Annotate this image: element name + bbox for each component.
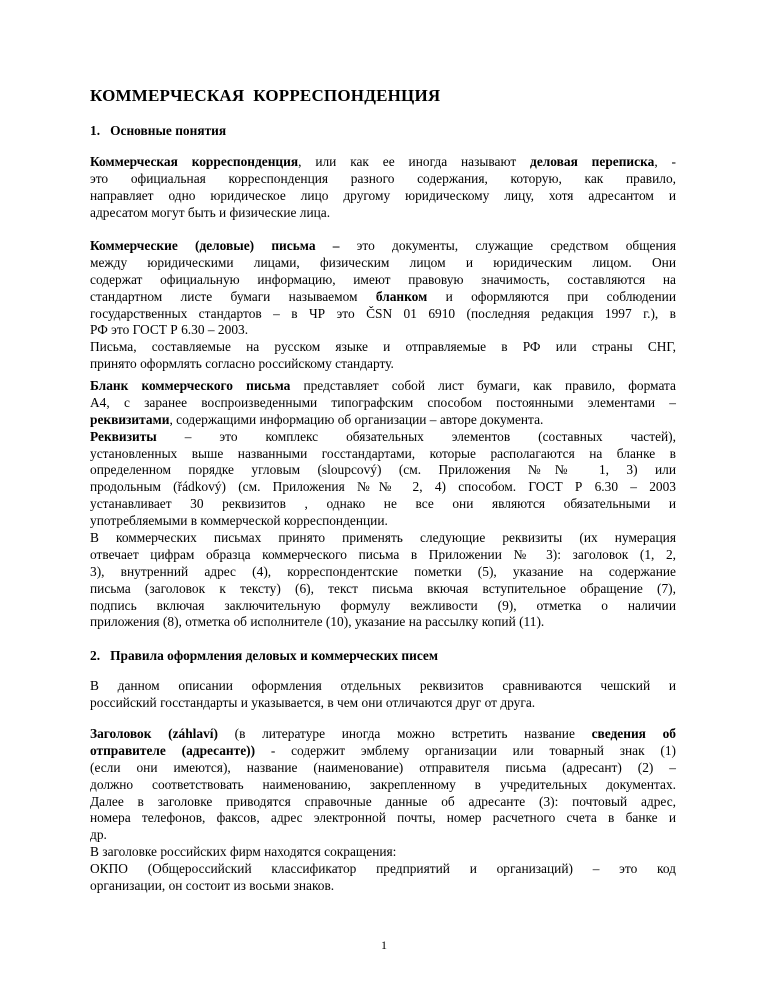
paragraph-standards-comparison	[90, 678, 676, 712]
section-heading-formatting-rules: 2. Правила оформления деловых и коммерческих писем	[90, 648, 438, 663]
page-number: 1	[381, 938, 387, 952]
text-line: это официальная корреспонденция разного содержания, которую, как правило,	[90, 170, 676, 186]
text-line: В заголовке российских фирм находятся сокращения:	[90, 844, 397, 860]
document-title: КОММЕРЧЕСКАЯ КОРРЕСПОНДЕНЦИЯ	[90, 86, 441, 105]
text-line: приложения (8), отметка об исполнителе (10), указание на рассылку копий (11).	[90, 614, 545, 630]
text-line: отвечает цифрам образца коммерческого письма в Приложении № 3): заголовок (1, 2,	[90, 546, 676, 562]
text-line: организации, он состоит из восьми знаков.	[90, 878, 335, 894]
text-line: направляет одно юридическое лицо другому юридическому лицу, хотя адресантом и	[90, 187, 676, 203]
text-line: отправителе (адресанте)) - содержит эмблему организации или товарный знак (1)	[90, 742, 676, 758]
text-line: содержат официальную информацию, имеют правовую значимость, составляются на	[90, 271, 676, 287]
text-line: реквизитами, содержащими информацию об организации – авторе документа.	[90, 411, 544, 427]
text-line: письма (заголовок к тексту) (6), текст письма вкючая вступительное обращение (7),	[90, 580, 676, 596]
text-line: государственных стандартов – в ЧР это ČSN 01 6910 (последняя редакция 1997 г.), в	[90, 305, 676, 321]
text-line: Коммерческие (деловые) письма – это документы, служащие средством общения	[90, 238, 676, 253]
text-line: Бланк коммерческого письма представляет собой лист бумаги, как правило, формата	[90, 378, 676, 393]
paragraph-commercial-correspondence	[90, 154, 676, 222]
text-line: Заголовок (záhlaví) (в литературе иногда можно встретить название сведения об	[90, 726, 676, 741]
text-line: определенном порядке угловым (sloupcový) (см. Приложения №№ 1, 3) или	[90, 462, 676, 478]
text-line: установленных выше названными госстандартами, которые располагаются на бланке в	[90, 445, 676, 461]
text-line: др.	[90, 827, 107, 843]
text-line: ОКПО (Общероссийский классификатор предприятий и организаций) – это код	[90, 861, 676, 877]
text-line: РФ это ГОСТ Р 6.30 – 2003.	[90, 322, 249, 338]
text-line: адресатом могут быть и физические лица.	[90, 204, 331, 220]
paragraph-letter-header	[90, 726, 676, 895]
text-line: продольным (řádkový) (см. Приложения №№ 2, 4) способом. ГОСТ Р 6.30 – 2003	[90, 479, 676, 495]
text-line: (если они имеются), название (наименование) отправителя письма (адресант) (2) –	[90, 759, 676, 775]
text-line: Далее в заголовке приводятся справочные данные об адресанте (3): почтовый адрес,	[90, 793, 676, 809]
text-line: В данном описании оформления отдельных реквизитов сравниваются чешский и	[90, 678, 676, 693]
text-line: стандартном листе бумаги называемом бланком и оформляются при соблюдении	[90, 288, 676, 304]
text-line: между юридическими лицами, физическим лицом и юридическим лицом. Они	[90, 254, 676, 270]
text-line: должно соответствовать наименованию, закрепленному в учредительных документах.	[90, 776, 676, 792]
text-line: Реквизиты – это комплекс обязательных элементов (составных частей),	[90, 428, 676, 444]
text-line: подпись включая заключительную формулу вежливости (9), отметка о наличии	[90, 597, 676, 613]
paragraph-letter-blank	[90, 378, 676, 631]
text-line: Письма, составляемые на русском языке и отправляемые в РФ или страны СНГ,	[90, 339, 676, 355]
paragraph-business-letters	[90, 238, 676, 373]
text-line: принято оформлять согласно российскому стандарту.	[90, 356, 394, 372]
text-line: российский госстандарты и указывается, в чем они отличаются друг от друга.	[90, 694, 536, 710]
text-line: 3), внутренний адрес (4), корреспондентские пометки (5), указание на содержание	[90, 563, 676, 579]
text-line: А4, с заранее воспроизведенными типографским способом постоянными элементами –	[90, 394, 676, 410]
text-line: номера телефонов, факсов, адрес электронной почты, номер расчетного счета в банке и	[90, 810, 676, 826]
text-line: В коммерческих письмах принято применять следующие реквизиты (их нумерация	[90, 530, 676, 546]
text-line: Коммерческая корреспонденция, или как ее иногда называют деловая переписка, -	[90, 154, 676, 169]
text-line: устанавливает 30 реквизитов , однако не все они являются обязательными и	[90, 496, 676, 512]
text-line: употребляемыми в коммерческой корреспонденции.	[90, 513, 388, 529]
section-heading-basic-concepts: 1. Основные понятия	[90, 123, 227, 138]
